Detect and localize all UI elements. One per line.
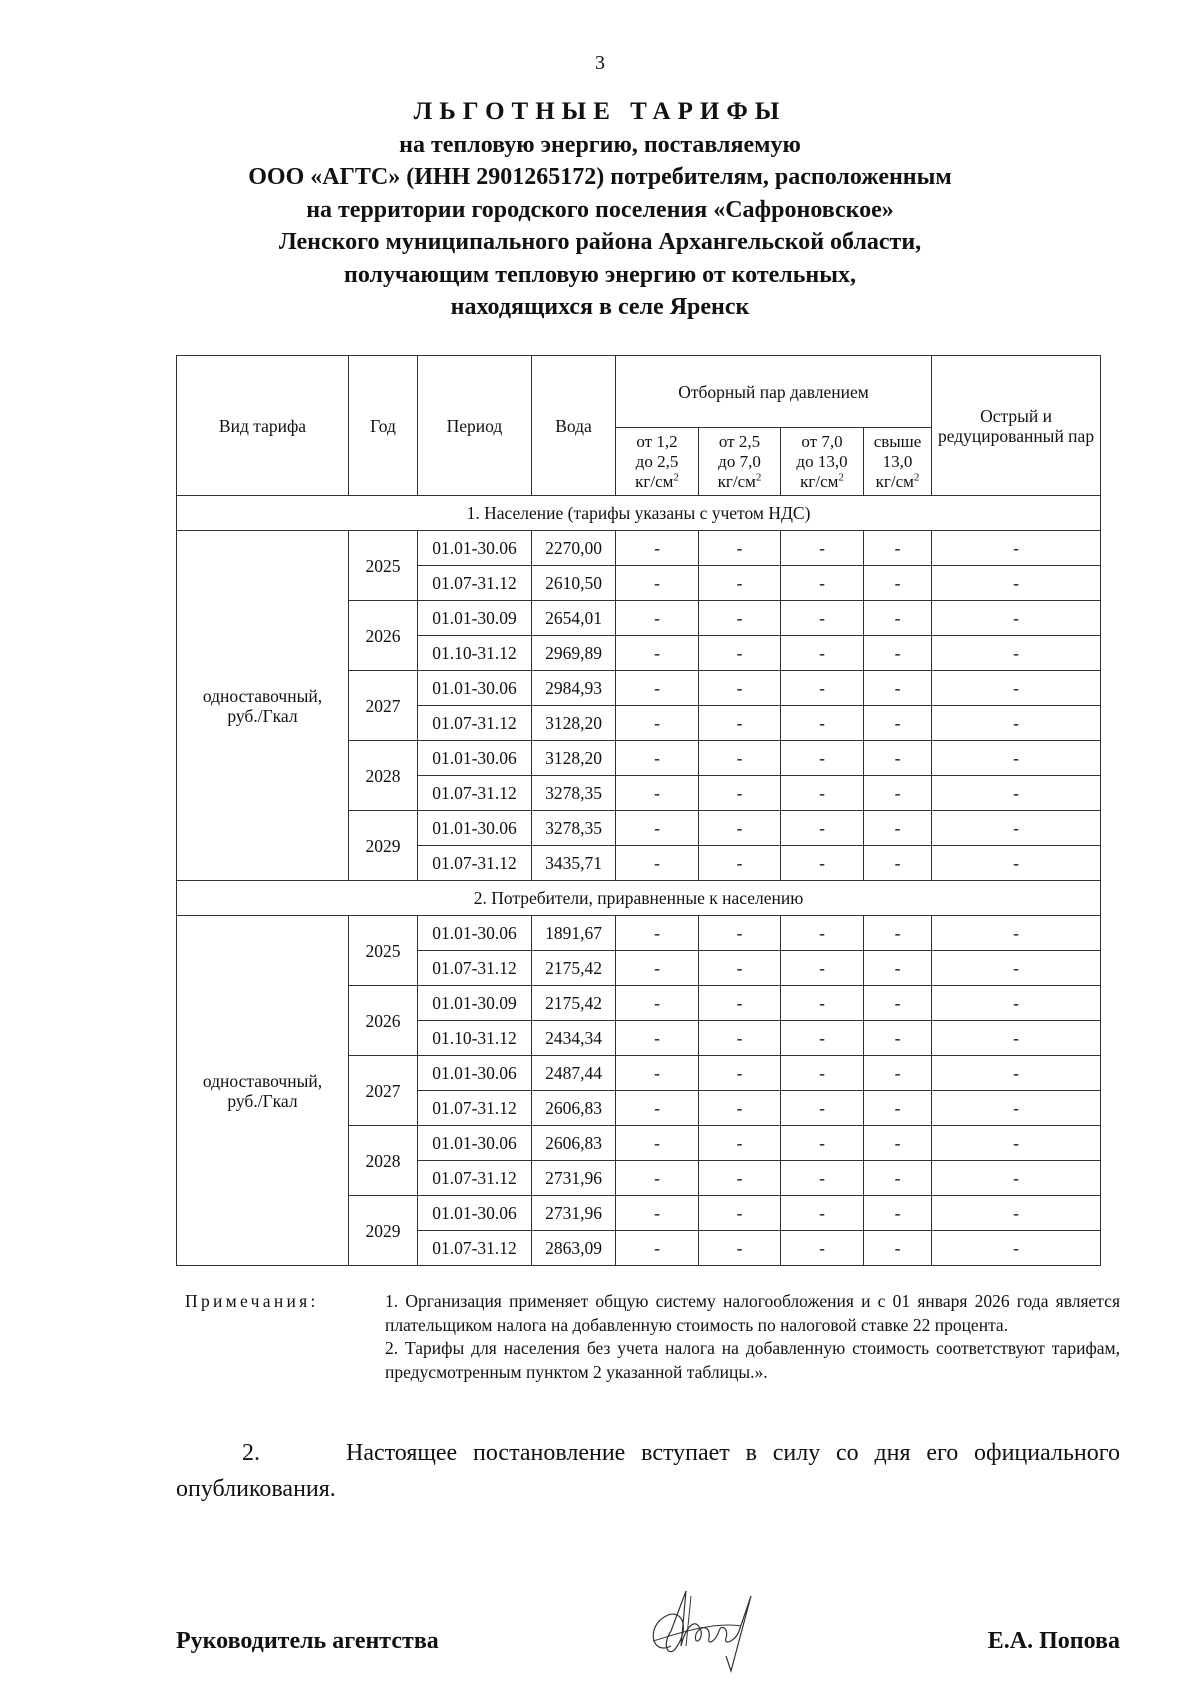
period-cell: 01.07-31.12: [418, 1161, 532, 1196]
sharp-steam-cell: -: [932, 671, 1101, 706]
note-item: 1. Организация применяет общую систему налогообложения и с 01 января 2026 года является плательщиком налога на добавленную стоимость по налоговой ставке 22 процента.: [385, 1291, 1120, 1335]
pressure-cell: -: [699, 811, 781, 846]
water-cell: 3435,71: [532, 846, 616, 881]
pressure-cell: -: [699, 1231, 781, 1266]
signer-position: Руководитель агентства: [176, 1628, 439, 1654]
tariff-type-cell: одноставочный, руб./Гкал: [177, 531, 349, 881]
water-cell: 2175,42: [532, 951, 616, 986]
year-cell: 2025: [349, 531, 418, 601]
pressure-cell: -: [699, 636, 781, 671]
period-cell: 01.01-30.06: [418, 671, 532, 706]
pressure-cell: -: [699, 846, 781, 881]
pressure-cell: -: [616, 951, 699, 986]
sharp-steam-cell: -: [932, 706, 1101, 741]
pressure-cell: -: [781, 1056, 864, 1091]
pressure-cell: -: [864, 986, 932, 1021]
pressure-cell: -: [781, 986, 864, 1021]
water-cell: 1891,67: [532, 916, 616, 951]
period-cell: 01.01-30.06: [418, 1056, 532, 1091]
pressure-cell: -: [781, 951, 864, 986]
period-cell: 01.01-30.06: [418, 1196, 532, 1231]
period-cell: 01.01-30.06: [418, 916, 532, 951]
pressure-cell: -: [864, 1056, 932, 1091]
pressure-cell: -: [864, 531, 932, 566]
pressure-cell: -: [781, 1231, 864, 1266]
header-period: Период: [418, 356, 532, 496]
pressure-cell: -: [616, 636, 699, 671]
water-cell: 3278,35: [532, 811, 616, 846]
sharp-steam-cell: -: [932, 846, 1101, 881]
pressure-cell: -: [699, 706, 781, 741]
title-line: ООО «АГТС» (ИНН 2901265172) потребителям, расположенным: [248, 164, 952, 190]
header-water: Вода: [532, 356, 616, 496]
water-cell: 2969,89: [532, 636, 616, 671]
pressure-cell: -: [864, 1231, 932, 1266]
sharp-steam-cell: -: [932, 601, 1101, 636]
pressure-cell: -: [699, 951, 781, 986]
pressure-cell: -: [616, 1126, 699, 1161]
pressure-cell: -: [616, 1161, 699, 1196]
sharp-steam-cell: -: [932, 636, 1101, 671]
pressure-cell: -: [864, 671, 932, 706]
pressure-cell: -: [781, 531, 864, 566]
pressure-cell: -: [699, 1091, 781, 1126]
water-cell: 2270,00: [532, 531, 616, 566]
period-cell: 01.07-31.12: [418, 706, 532, 741]
pressure-cell: -: [864, 811, 932, 846]
period-cell: 01.01-30.06: [418, 811, 532, 846]
sharp-steam-cell: -: [932, 741, 1101, 776]
pressure-cell: -: [864, 601, 932, 636]
pressure-cell: -: [699, 1021, 781, 1056]
year-cell: 2027: [349, 1056, 418, 1126]
period-cell: 01.01-30.06: [418, 531, 532, 566]
sharp-steam-cell: -: [932, 1021, 1101, 1056]
title-line: на тепловую энергию, поставляемую: [399, 131, 801, 158]
tariff-table-body: [177, 496, 1101, 1266]
water-cell: 3278,35: [532, 776, 616, 811]
year-cell: 2025: [349, 916, 418, 986]
year-cell: 2028: [349, 741, 418, 811]
sharp-steam-cell: -: [932, 916, 1101, 951]
water-cell: 3128,20: [532, 741, 616, 776]
period-cell: 01.07-31.12: [418, 1091, 532, 1126]
pressure-cell: -: [699, 776, 781, 811]
period-cell: 01.07-31.12: [418, 566, 532, 601]
sharp-steam-cell: -: [932, 776, 1101, 811]
pressure-cell: -: [781, 601, 864, 636]
pressure-cell: -: [864, 706, 932, 741]
title-main: ЛЬГОТНЫЕ ТАРИФЫ: [413, 98, 787, 125]
year-cell: 2026: [349, 986, 418, 1056]
section-row: [177, 881, 1101, 916]
table-row: [177, 531, 1101, 566]
tariff-type-cell: одноставочный, руб./Гкал: [177, 916, 349, 1266]
year-cell: 2029: [349, 1196, 418, 1266]
title-line: Ленского муниципального района Архангельской области,: [278, 229, 922, 255]
pressure-cell: -: [699, 1056, 781, 1091]
pressure-cell: -: [781, 846, 864, 881]
pressure-cell: -: [781, 706, 864, 741]
pressure-cell: -: [616, 531, 699, 566]
water-cell: 2487,44: [532, 1056, 616, 1091]
pressure-cell: -: [781, 1021, 864, 1056]
pressure-cell: -: [781, 636, 864, 671]
water-cell: 2731,96: [532, 1196, 616, 1231]
water-cell: 2654,01: [532, 601, 616, 636]
pressure-cell: -: [616, 1021, 699, 1056]
header-tariff-type: Вид тарифа: [177, 356, 349, 496]
pressure-cell: -: [616, 706, 699, 741]
period-cell: 01.10-31.12: [418, 636, 532, 671]
pressure-cell: -: [781, 811, 864, 846]
header-extraction-steam: Отборный пар давлением: [616, 356, 932, 428]
period-cell: 01.07-31.12: [418, 1231, 532, 1266]
title-line: на территории городского поселения «Сафроновское»: [306, 196, 894, 223]
effective-date-paragraph: [176, 1435, 1120, 1507]
pressure-cell: -: [616, 1196, 699, 1231]
pressure-cell: -: [781, 1126, 864, 1161]
pressure-cell: -: [781, 566, 864, 601]
sharp-steam-cell: -: [932, 986, 1101, 1021]
pressure-cell: -: [781, 1196, 864, 1231]
title-line: находящихся в селе Яренск: [450, 294, 750, 320]
pressure-cell: -: [864, 776, 932, 811]
pressure-cell: -: [699, 1126, 781, 1161]
pressure-cell: -: [616, 811, 699, 846]
water-cell: 2731,96: [532, 1161, 616, 1196]
sharp-steam-cell: -: [932, 1196, 1101, 1231]
sharp-steam-cell: -: [932, 951, 1101, 986]
pressure-cell: -: [616, 1056, 699, 1091]
pressure-cell: -: [864, 636, 932, 671]
pressure-cell: -: [864, 741, 932, 776]
paragraph-text: Настоящее постановление вступает в силу со дня его официального опубликования.: [176, 1440, 1120, 1502]
pressure-cell: -: [699, 916, 781, 951]
pressure-cell: -: [616, 1231, 699, 1266]
pressure-cell: -: [616, 776, 699, 811]
period-cell: 01.01-30.09: [418, 601, 532, 636]
sharp-steam-cell: -: [932, 1091, 1101, 1126]
pressure-cell: -: [864, 1126, 932, 1161]
sharp-steam-cell: -: [932, 1126, 1101, 1161]
water-cell: 2984,93: [532, 671, 616, 706]
tariff-table: [176, 355, 1101, 1266]
section-row: [177, 496, 1101, 531]
sharp-steam-cell: -: [932, 1161, 1101, 1196]
pressure-cell: -: [781, 1091, 864, 1126]
pressure-cell: -: [616, 986, 699, 1021]
signer-name: Е.А. Попова: [987, 1628, 1120, 1654]
header-sharp-steam: Острый и редуцированный пар: [932, 356, 1101, 496]
title-line: получающим тепловую энергию от котельных,: [343, 261, 856, 288]
header-pressure-range: свыше 13,0 $кг/см^2$: [864, 428, 932, 496]
pressure-cell: -: [616, 671, 699, 706]
period-cell: 01.10-31.12: [418, 1021, 532, 1056]
period-cell: 01.01-30.06: [418, 1126, 532, 1161]
year-cell: 2026: [349, 601, 418, 671]
pressure-cell: -: [781, 1161, 864, 1196]
pressure-cell: -: [781, 776, 864, 811]
document-title: [0, 96, 1200, 324]
paragraph-number: 2.: [242, 1440, 260, 1466]
sharp-steam-cell: -: [932, 566, 1101, 601]
page-number: 3: [595, 52, 605, 74]
pressure-cell: -: [864, 951, 932, 986]
header-pressure-range: от 2,5 до 7,0 $кг/см^2$: [699, 428, 781, 496]
notes-label: Примечания:: [185, 1291, 319, 1311]
pressure-cell: -: [699, 1161, 781, 1196]
pressure-cell: -: [864, 1021, 932, 1056]
note-item: 2. Тарифы для населения без учета налога на добавленную стоимость соответствуют тарифам, предусмотренным пунктом 2 указанной таблицы.».: [385, 1338, 1120, 1382]
header-year: Год: [349, 356, 418, 496]
water-cell: 2434,34: [532, 1021, 616, 1056]
pressure-cell: -: [864, 846, 932, 881]
table-row: [177, 916, 1101, 951]
period-cell: 01.01-30.06: [418, 741, 532, 776]
sharp-steam-cell: -: [932, 1231, 1101, 1266]
sharp-steam-cell: -: [932, 531, 1101, 566]
sharp-steam-cell: -: [932, 811, 1101, 846]
year-cell: 2028: [349, 1126, 418, 1196]
pressure-cell: -: [864, 1196, 932, 1231]
pressure-cell: -: [699, 601, 781, 636]
pressure-cell: -: [781, 741, 864, 776]
year-cell: 2027: [349, 671, 418, 741]
pressure-cell: -: [781, 916, 864, 951]
pressure-cell: -: [781, 671, 864, 706]
sharp-steam-cell: -: [932, 1056, 1101, 1091]
header-pressure-range: от 7,0 до 13,0 $кг/см^2$: [781, 428, 864, 496]
water-cell: 2610,50: [532, 566, 616, 601]
period-cell: 01.01-30.09: [418, 986, 532, 1021]
header-pressure-range: от 1,2 до 2,5 $кг/см^2$: [616, 428, 699, 496]
pressure-cell: -: [616, 566, 699, 601]
water-cell: 2175,42: [532, 986, 616, 1021]
pressure-cell: -: [864, 1091, 932, 1126]
water-cell: 2606,83: [532, 1126, 616, 1161]
water-cell: 2606,83: [532, 1091, 616, 1126]
pressure-cell: -: [699, 566, 781, 601]
pressure-cell: -: [616, 846, 699, 881]
pressure-cell: -: [699, 986, 781, 1021]
pressure-cell: -: [864, 566, 932, 601]
section-title: 1. Население (тарифы указаны с учетом НДС): [177, 496, 1101, 531]
signature-block: [176, 1600, 1120, 1680]
period-cell: 01.07-31.12: [418, 846, 532, 881]
section-title: 2. Потребители, приравненные к населению: [177, 881, 1101, 916]
period-cell: 01.07-31.12: [418, 951, 532, 986]
pressure-cell: -: [864, 916, 932, 951]
water-cell: 3128,20: [532, 706, 616, 741]
pressure-cell: -: [616, 741, 699, 776]
pressure-cell: -: [616, 916, 699, 951]
pressure-cell: -: [616, 1091, 699, 1126]
pressure-cell: -: [616, 601, 699, 636]
pressure-cell: -: [864, 1161, 932, 1196]
water-cell: 2863,09: [532, 1231, 616, 1266]
pressure-cell: -: [699, 671, 781, 706]
handwritten-signature-icon: [641, 1586, 771, 1676]
year-cell: 2029: [349, 811, 418, 881]
pressure-cell: -: [699, 741, 781, 776]
period-cell: 01.07-31.12: [418, 776, 532, 811]
pressure-cell: -: [699, 1196, 781, 1231]
pressure-cell: -: [699, 531, 781, 566]
